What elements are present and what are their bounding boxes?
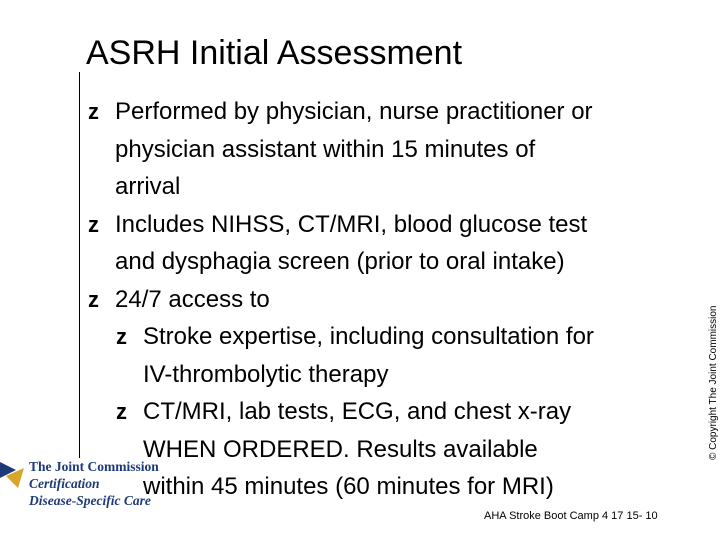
bullet-line: Includes NIHSS, CT/MRI, blood glucose test [115, 210, 588, 238]
bullet-marker: z [88, 211, 99, 237]
slide-title: ASRH Initial Assessment [86, 34, 463, 72]
bullet-line: Stroke expertise, including consultation for [143, 323, 594, 350]
logo-line-3: Disease-Specific Care [29, 493, 151, 508]
logo-line-1: The Joint Commission [29, 459, 159, 474]
sub-bullet-item [88, 318, 680, 393]
bullet-line: within 45 minutes (60 minutes for MRI) [143, 473, 554, 500]
bullet-marker: z [116, 324, 127, 349]
bullet-marker: z [88, 286, 99, 312]
bullet-marker: z [88, 99, 99, 124]
bullet-marker: z [116, 399, 127, 424]
bullet-line: arrival [115, 173, 181, 200]
bullet-line: WHEN ORDERED. Results available [143, 435, 538, 463]
bullet-list [88, 93, 680, 506]
logo-emblem-icon [0, 456, 28, 492]
bullet-line: IV-thrombolytic therapy [143, 360, 389, 388]
bullet-line: CT/MRI, lab tests, ECG, and chest x-ray [143, 398, 572, 425]
bullet-item [88, 281, 680, 319]
left-divider-line [79, 72, 80, 458]
bullet-line: physician assistant within 15 minutes of [115, 135, 536, 163]
bullet-item [88, 93, 680, 206]
footer-text: AHA Stroke Boot Camp 4 17 15- 10 [484, 510, 658, 522]
joint-commission-logo [0, 454, 200, 540]
bullet-line: Performed by physician, nurse practitioner or [115, 98, 593, 125]
logo-line-2: Certification [29, 476, 100, 491]
bullet-item [88, 206, 680, 281]
bullet-line: and dysphagia screen (prior to oral intake) [115, 248, 565, 275]
bullet-line: 24/7 access to [115, 285, 270, 313]
copyright-notice: © Copyright The Joint Commission [708, 305, 719, 460]
